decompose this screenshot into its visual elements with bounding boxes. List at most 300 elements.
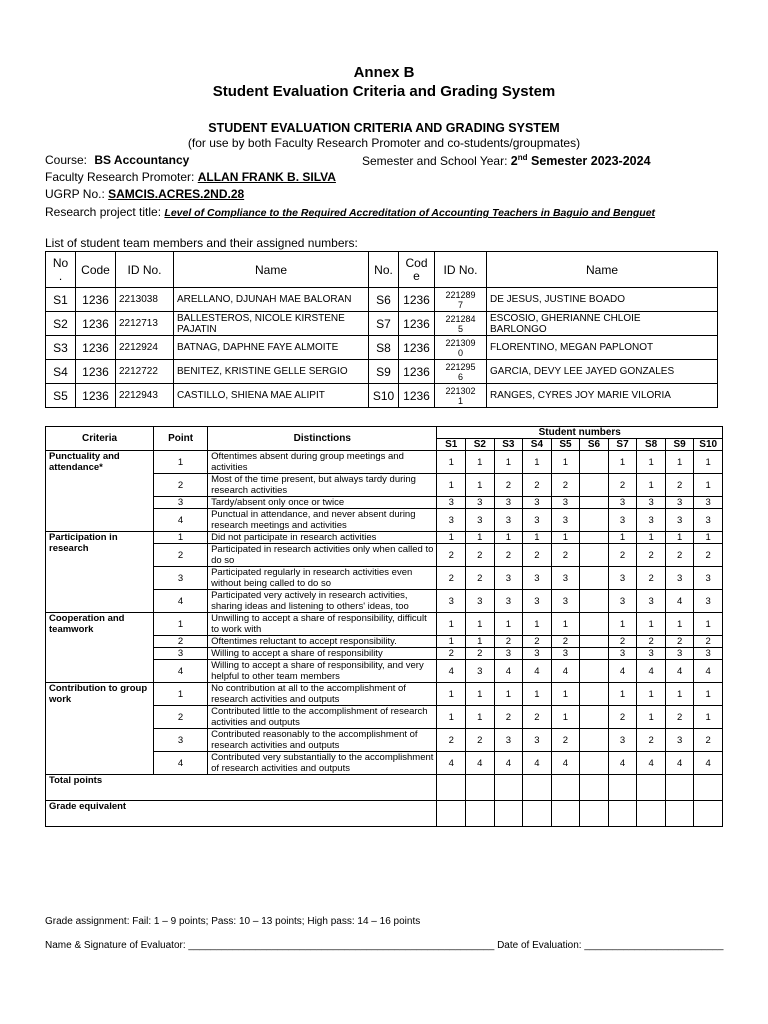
student-code: 1236: [399, 336, 435, 360]
score-cell: [523, 775, 552, 801]
criteria-header-row: [46, 427, 723, 439]
score-cell: 2: [466, 729, 495, 752]
score-cell: [437, 775, 466, 801]
score-cell: 1: [466, 636, 495, 648]
course-label: Course:: [45, 153, 88, 167]
score-cell: 1: [523, 451, 552, 474]
ugrp-label: UGRP No.:: [45, 187, 105, 201]
score-cell: 2: [665, 706, 694, 729]
distinction-text: Most of the time present, but always tardy during research activities: [208, 474, 437, 497]
student-id: 221295 6: [435, 360, 487, 384]
student-number-header: S1: [437, 439, 466, 451]
score-cell: 1: [665, 683, 694, 706]
score-cell: [580, 544, 609, 567]
score-cell: 2: [466, 648, 495, 660]
score-cell: 3: [637, 590, 666, 613]
score-cell: [580, 660, 609, 683]
student-name: BENITEZ, KRISTINE GELLE SERGIO: [174, 360, 369, 384]
score-cell: 4: [494, 752, 523, 775]
score-cell: 4: [665, 660, 694, 683]
score-cell: 2: [608, 706, 637, 729]
score-cell: [608, 801, 637, 827]
distinction-text: Participated in research activities only when called to do so: [208, 544, 437, 567]
score-cell: [580, 706, 609, 729]
score-cell: 2: [637, 544, 666, 567]
student-number: S5: [46, 384, 76, 408]
criteria-category: Punctuality and attendance*: [46, 451, 154, 532]
score-cell: 1: [466, 706, 495, 729]
student-number: S9: [369, 360, 399, 384]
score-cell: 3: [608, 648, 637, 660]
total-points-row-label: Total points: [46, 775, 437, 801]
score-cell: 1: [466, 451, 495, 474]
student-number: S7: [369, 312, 399, 336]
score-cell: 1: [637, 683, 666, 706]
point-value: 3: [154, 567, 208, 590]
score-cell: 3: [523, 590, 552, 613]
point-value: 4: [154, 590, 208, 613]
score-cell: 1: [466, 613, 495, 636]
score-cell: 3: [494, 729, 523, 752]
point-value: 2: [154, 544, 208, 567]
members-col-name2: Name: [487, 252, 718, 288]
score-cell: [580, 775, 609, 801]
score-cell: 1: [523, 613, 552, 636]
members-table: [45, 251, 718, 408]
score-cell: 2: [694, 729, 723, 752]
student-number: S8: [369, 336, 399, 360]
score-cell: 3: [494, 567, 523, 590]
score-cell: 3: [466, 509, 495, 532]
student-name: ARELLANO, DJUNAH MAE BALORAN: [174, 288, 369, 312]
distinction-text: Willing to accept a share of responsibility, and very helpful to other team members: [208, 660, 437, 683]
distinction-text: Contributed reasonably to the accomplishment of research activities and outputs: [208, 729, 437, 752]
score-cell: 4: [523, 752, 552, 775]
semester-line: [362, 153, 651, 168]
student-id: 2212943: [116, 384, 174, 408]
score-cell: 4: [665, 590, 694, 613]
score-cell: 1: [551, 451, 580, 474]
criteria-row: [46, 451, 723, 474]
score-cell: 4: [694, 752, 723, 775]
score-cell: 2: [551, 544, 580, 567]
score-cell: 2: [637, 636, 666, 648]
point-value: 2: [154, 636, 208, 648]
members-col-code: Code: [76, 252, 116, 288]
score-cell: 3: [551, 509, 580, 532]
score-cell: 3: [551, 567, 580, 590]
student-id: 221309 0: [435, 336, 487, 360]
score-cell: [665, 775, 694, 801]
score-cell: [580, 613, 609, 636]
promoter-value: ALLAN FRANK B. SILVA: [197, 170, 336, 184]
page-title: Student Evaluation Criteria and Grading System: [212, 83, 556, 100]
score-cell: 1: [694, 532, 723, 544]
score-cell: 3: [523, 497, 552, 509]
members-caption: List of student team members and their assigned numbers:: [45, 236, 358, 250]
score-cell: 1: [523, 683, 552, 706]
score-cell: 1: [494, 532, 523, 544]
student-number-header: S7: [608, 439, 637, 451]
distinction-text: Tardy/absent only once or twice: [208, 497, 437, 509]
score-cell: 3: [437, 590, 466, 613]
score-cell: 3: [694, 509, 723, 532]
student-id: 2213038: [116, 288, 174, 312]
student-number-header: S4: [523, 439, 552, 451]
score-cell: 1: [437, 451, 466, 474]
score-cell: [694, 801, 723, 827]
score-cell: 4: [551, 660, 580, 683]
student-id: 2212713: [116, 312, 174, 336]
student-code: 1236: [76, 384, 116, 408]
criteria-category: Participation in research: [46, 532, 154, 613]
score-cell: 4: [437, 752, 466, 775]
student-id: 2212924: [116, 336, 174, 360]
score-cell: 3: [665, 729, 694, 752]
student-number: S4: [46, 360, 76, 384]
point-value: 3: [154, 497, 208, 509]
distinction-text: Punctual in attendance, and never absent during research meetings and activities: [208, 509, 437, 532]
distinction-text: Did not participate in research activities: [208, 532, 437, 544]
criteria-row: [46, 613, 723, 636]
point-value: 3: [154, 729, 208, 752]
members-col-no2: No.: [369, 252, 399, 288]
score-cell: [694, 775, 723, 801]
score-cell: [608, 775, 637, 801]
score-cell: 1: [466, 683, 495, 706]
score-cell: 3: [494, 509, 523, 532]
score-cell: 2: [437, 544, 466, 567]
distinctions-col-header: Distinctions: [208, 427, 437, 451]
score-cell: 2: [466, 567, 495, 590]
criteria-row: [46, 532, 723, 544]
score-cell: 1: [665, 613, 694, 636]
student-id: 221302 1: [435, 384, 487, 408]
student-number: S6: [369, 288, 399, 312]
score-cell: [580, 752, 609, 775]
student-code: 1236: [76, 360, 116, 384]
promoter-label: Faculty Research Promoter:: [45, 170, 195, 184]
score-cell: 2: [494, 636, 523, 648]
student-name: GARCIA, DEVY LEE JAYED GONZALES: [487, 360, 718, 384]
score-cell: 3: [551, 497, 580, 509]
distinction-text: Unwilling to accept a share of responsibility, difficult to work with: [208, 613, 437, 636]
score-cell: 3: [494, 648, 523, 660]
score-cell: 3: [608, 497, 637, 509]
score-cell: 2: [437, 648, 466, 660]
score-cell: 1: [494, 451, 523, 474]
members-col-no: No .: [46, 252, 76, 288]
score-cell: [437, 801, 466, 827]
score-cell: 1: [551, 683, 580, 706]
score-cell: 4: [523, 660, 552, 683]
score-cell: 4: [551, 752, 580, 775]
score-cell: 1: [466, 474, 495, 497]
score-cell: [580, 509, 609, 532]
score-cell: 3: [665, 567, 694, 590]
student-number: S10: [369, 384, 399, 408]
members-col-id: ID No.: [116, 252, 174, 288]
point-value: 1: [154, 613, 208, 636]
score-cell: 1: [637, 451, 666, 474]
score-cell: 2: [523, 636, 552, 648]
score-cell: [580, 683, 609, 706]
point-col-header: Point: [154, 427, 208, 451]
score-cell: 1: [437, 683, 466, 706]
score-cell: 1: [551, 532, 580, 544]
score-cell: [466, 775, 495, 801]
score-cell: [580, 648, 609, 660]
score-cell: 1: [437, 613, 466, 636]
score-cell: 1: [694, 683, 723, 706]
score-cell: 3: [694, 590, 723, 613]
score-cell: [580, 636, 609, 648]
score-cell: [637, 801, 666, 827]
score-cell: 1: [608, 683, 637, 706]
members-row: [46, 288, 718, 312]
score-cell: 3: [494, 590, 523, 613]
score-cell: 2: [608, 474, 637, 497]
score-cell: 4: [437, 660, 466, 683]
score-cell: 3: [466, 590, 495, 613]
criteria-col-header: Criteria: [46, 427, 154, 451]
score-cell: 2: [665, 636, 694, 648]
score-cell: 1: [523, 532, 552, 544]
semester-label: Semester and School Year:: [362, 154, 508, 169]
score-cell: [551, 801, 580, 827]
score-cell: 3: [551, 648, 580, 660]
score-cell: 3: [665, 648, 694, 660]
point-value: 2: [154, 706, 208, 729]
score-cell: 4: [494, 660, 523, 683]
annex-label: Annex B: [353, 64, 415, 81]
score-cell: 2: [551, 636, 580, 648]
score-cell: 2: [637, 729, 666, 752]
point-value: 2: [154, 474, 208, 497]
distinction-text: Contributed little to the accomplishment of research activities and outputs: [208, 706, 437, 729]
score-cell: 2: [437, 729, 466, 752]
score-cell: [466, 801, 495, 827]
score-cell: 3: [608, 590, 637, 613]
project-title-line: [45, 205, 655, 219]
score-cell: 1: [466, 532, 495, 544]
score-cell: 3: [637, 509, 666, 532]
score-cell: 1: [637, 706, 666, 729]
grade-equivalent-row-label: Grade equivalent: [46, 801, 437, 827]
score-cell: 3: [494, 497, 523, 509]
score-cell: 1: [694, 613, 723, 636]
score-cell: 1: [551, 613, 580, 636]
promoter-line: [45, 170, 336, 184]
ugrp-value: SAMCIS.ACRES.2ND.28: [108, 187, 245, 201]
score-cell: [580, 590, 609, 613]
score-cell: 1: [437, 706, 466, 729]
criteria-table: [45, 426, 723, 827]
student-code: 1236: [399, 360, 435, 384]
score-cell: 2: [608, 636, 637, 648]
student-name: CASTILLO, SHIENA MAE ALIPIT: [174, 384, 369, 408]
student-code: 1236: [399, 312, 435, 336]
score-cell: 2: [466, 544, 495, 567]
course-value: BS Accountancy: [94, 153, 190, 167]
score-cell: 1: [637, 613, 666, 636]
student-name: FLORENTINO, MEGAN PAPLONOT: [487, 336, 718, 360]
student-number-header: S10: [694, 439, 723, 451]
student-code: 1236: [399, 384, 435, 408]
distinction-text: Participated very actively in research activities, sharing ideas and listening to others' ideas, too: [208, 590, 437, 613]
student-number: S2: [46, 312, 76, 336]
point-value: 3: [154, 648, 208, 660]
score-cell: 3: [608, 567, 637, 590]
score-cell: 2: [437, 567, 466, 590]
student-code: 1236: [76, 288, 116, 312]
score-cell: 3: [694, 567, 723, 590]
score-cell: [494, 775, 523, 801]
score-cell: [580, 729, 609, 752]
members-row: [46, 336, 718, 360]
project-title-label: Research project title:: [45, 205, 162, 219]
point-value: 4: [154, 752, 208, 775]
score-cell: 2: [608, 544, 637, 567]
semester-value: 2nd Semester 2023-2024: [510, 153, 651, 169]
student-id: 2212722: [116, 360, 174, 384]
distinction-text: Oftentimes absent during group meetings and activities: [208, 451, 437, 474]
criteria-category: Cooperation and teamwork: [46, 613, 154, 683]
score-cell: 1: [608, 613, 637, 636]
members-col-name: Name: [174, 252, 369, 288]
score-cell: 1: [665, 532, 694, 544]
score-cell: [637, 775, 666, 801]
grade-assignment: Grade assignment: Fail: 1 – 9 points; Pass: 10 – 13 points; High pass: 14 – 16 points: [45, 916, 421, 927]
score-cell: 2: [494, 706, 523, 729]
score-cell: 3: [694, 648, 723, 660]
score-cell: 1: [665, 451, 694, 474]
score-cell: 2: [665, 474, 694, 497]
score-cell: 1: [637, 474, 666, 497]
score-cell: 3: [466, 497, 495, 509]
score-cell: [523, 801, 552, 827]
student-number: S1: [46, 288, 76, 312]
point-value: 1: [154, 451, 208, 474]
score-cell: 2: [665, 544, 694, 567]
score-cell: 4: [694, 660, 723, 683]
members-row: [46, 312, 718, 336]
student-name: BATNAG, DAPHNE FAYE ALMOITE: [174, 336, 369, 360]
score-cell: 1: [637, 532, 666, 544]
student-number-header: S2: [466, 439, 495, 451]
score-cell: 2: [494, 544, 523, 567]
score-cell: [580, 451, 609, 474]
score-cell: 3: [608, 729, 637, 752]
form-subtitle: STUDENT EVALUATION CRITERIA AND GRADING SYSTEM: [208, 121, 560, 135]
student-number-header: S6: [580, 439, 609, 451]
total-points-row: [46, 775, 723, 801]
score-cell: 4: [466, 752, 495, 775]
score-cell: [551, 775, 580, 801]
score-cell: 2: [523, 706, 552, 729]
score-cell: 3: [637, 648, 666, 660]
student-id: 221289 7: [435, 288, 487, 312]
student-number: S3: [46, 336, 76, 360]
distinction-text: Contributed very substantially to the accomplishment of research activities and outputs: [208, 752, 437, 775]
members-col-id2: ID No.: [435, 252, 487, 288]
score-cell: 3: [637, 497, 666, 509]
score-cell: 3: [437, 509, 466, 532]
ugrp-line: [45, 187, 244, 201]
score-cell: 3: [523, 509, 552, 532]
score-cell: 3: [523, 567, 552, 590]
score-cell: [580, 497, 609, 509]
score-cell: 3: [665, 509, 694, 532]
score-cell: [580, 532, 609, 544]
score-cell: 3: [551, 590, 580, 613]
point-value: 1: [154, 683, 208, 706]
score-cell: 1: [608, 532, 637, 544]
score-cell: 1: [551, 706, 580, 729]
score-cell: [494, 801, 523, 827]
score-cell: 2: [637, 567, 666, 590]
score-cell: 1: [608, 451, 637, 474]
student-name: RANGES, CYRES JOY MARIE VILORIA: [487, 384, 718, 408]
student-name: ESCOSIO, GHERIANNE CHLOIE BARLONGO: [487, 312, 718, 336]
score-cell: 1: [694, 474, 723, 497]
student-name: DE JESUS, JUSTINE BOADO: [487, 288, 718, 312]
score-cell: 3: [694, 497, 723, 509]
score-cell: 3: [523, 648, 552, 660]
score-cell: 4: [608, 660, 637, 683]
student-code: 1236: [76, 336, 116, 360]
score-cell: 3: [437, 497, 466, 509]
student-numbers-header: Student numbers: [437, 427, 723, 439]
score-cell: 1: [494, 683, 523, 706]
point-value: 4: [154, 660, 208, 683]
distinction-text: Willing to accept a share of responsibility: [208, 648, 437, 660]
score-cell: 4: [637, 752, 666, 775]
score-cell: 2: [694, 544, 723, 567]
score-cell: 2: [551, 474, 580, 497]
members-row: [46, 384, 718, 408]
student-name: BALLESTEROS, NICOLE KIRSTENE PAJATIN: [174, 312, 369, 336]
score-cell: [580, 474, 609, 497]
evaluator-signature-line: Name & Signature of Evaluator: _______________________________________________________ Date of Evaluation: _________________________: [45, 940, 724, 951]
point-value: 1: [154, 532, 208, 544]
score-cell: 2: [494, 474, 523, 497]
grade-equivalent-row: [46, 801, 723, 827]
score-cell: 3: [665, 497, 694, 509]
score-cell: 4: [608, 752, 637, 775]
score-cell: 2: [523, 474, 552, 497]
distinction-text: No contribution at all to the accomplishment of research activities and outputs: [208, 683, 437, 706]
score-cell: 2: [694, 636, 723, 648]
score-cell: 4: [665, 752, 694, 775]
criteria-category: Contribution to group work: [46, 683, 154, 775]
point-value: 4: [154, 509, 208, 532]
student-number-header: S9: [665, 439, 694, 451]
score-cell: 3: [466, 660, 495, 683]
members-header-row: [46, 252, 718, 288]
form-subnote: (for use by both Faculty Research Promoter and co-students/groupmates): [187, 136, 581, 150]
distinction-text: Oftentimes reluctant to accept responsibility.: [208, 636, 437, 648]
score-cell: 3: [608, 509, 637, 532]
score-cell: [665, 801, 694, 827]
distinction-text: Participated regularly in research activities even without being called to do so: [208, 567, 437, 590]
student-number-header: S8: [637, 439, 666, 451]
score-cell: 1: [437, 636, 466, 648]
score-cell: 1: [694, 451, 723, 474]
score-cell: 4: [637, 660, 666, 683]
score-cell: 1: [694, 706, 723, 729]
members-col-code2: Cod e: [399, 252, 435, 288]
